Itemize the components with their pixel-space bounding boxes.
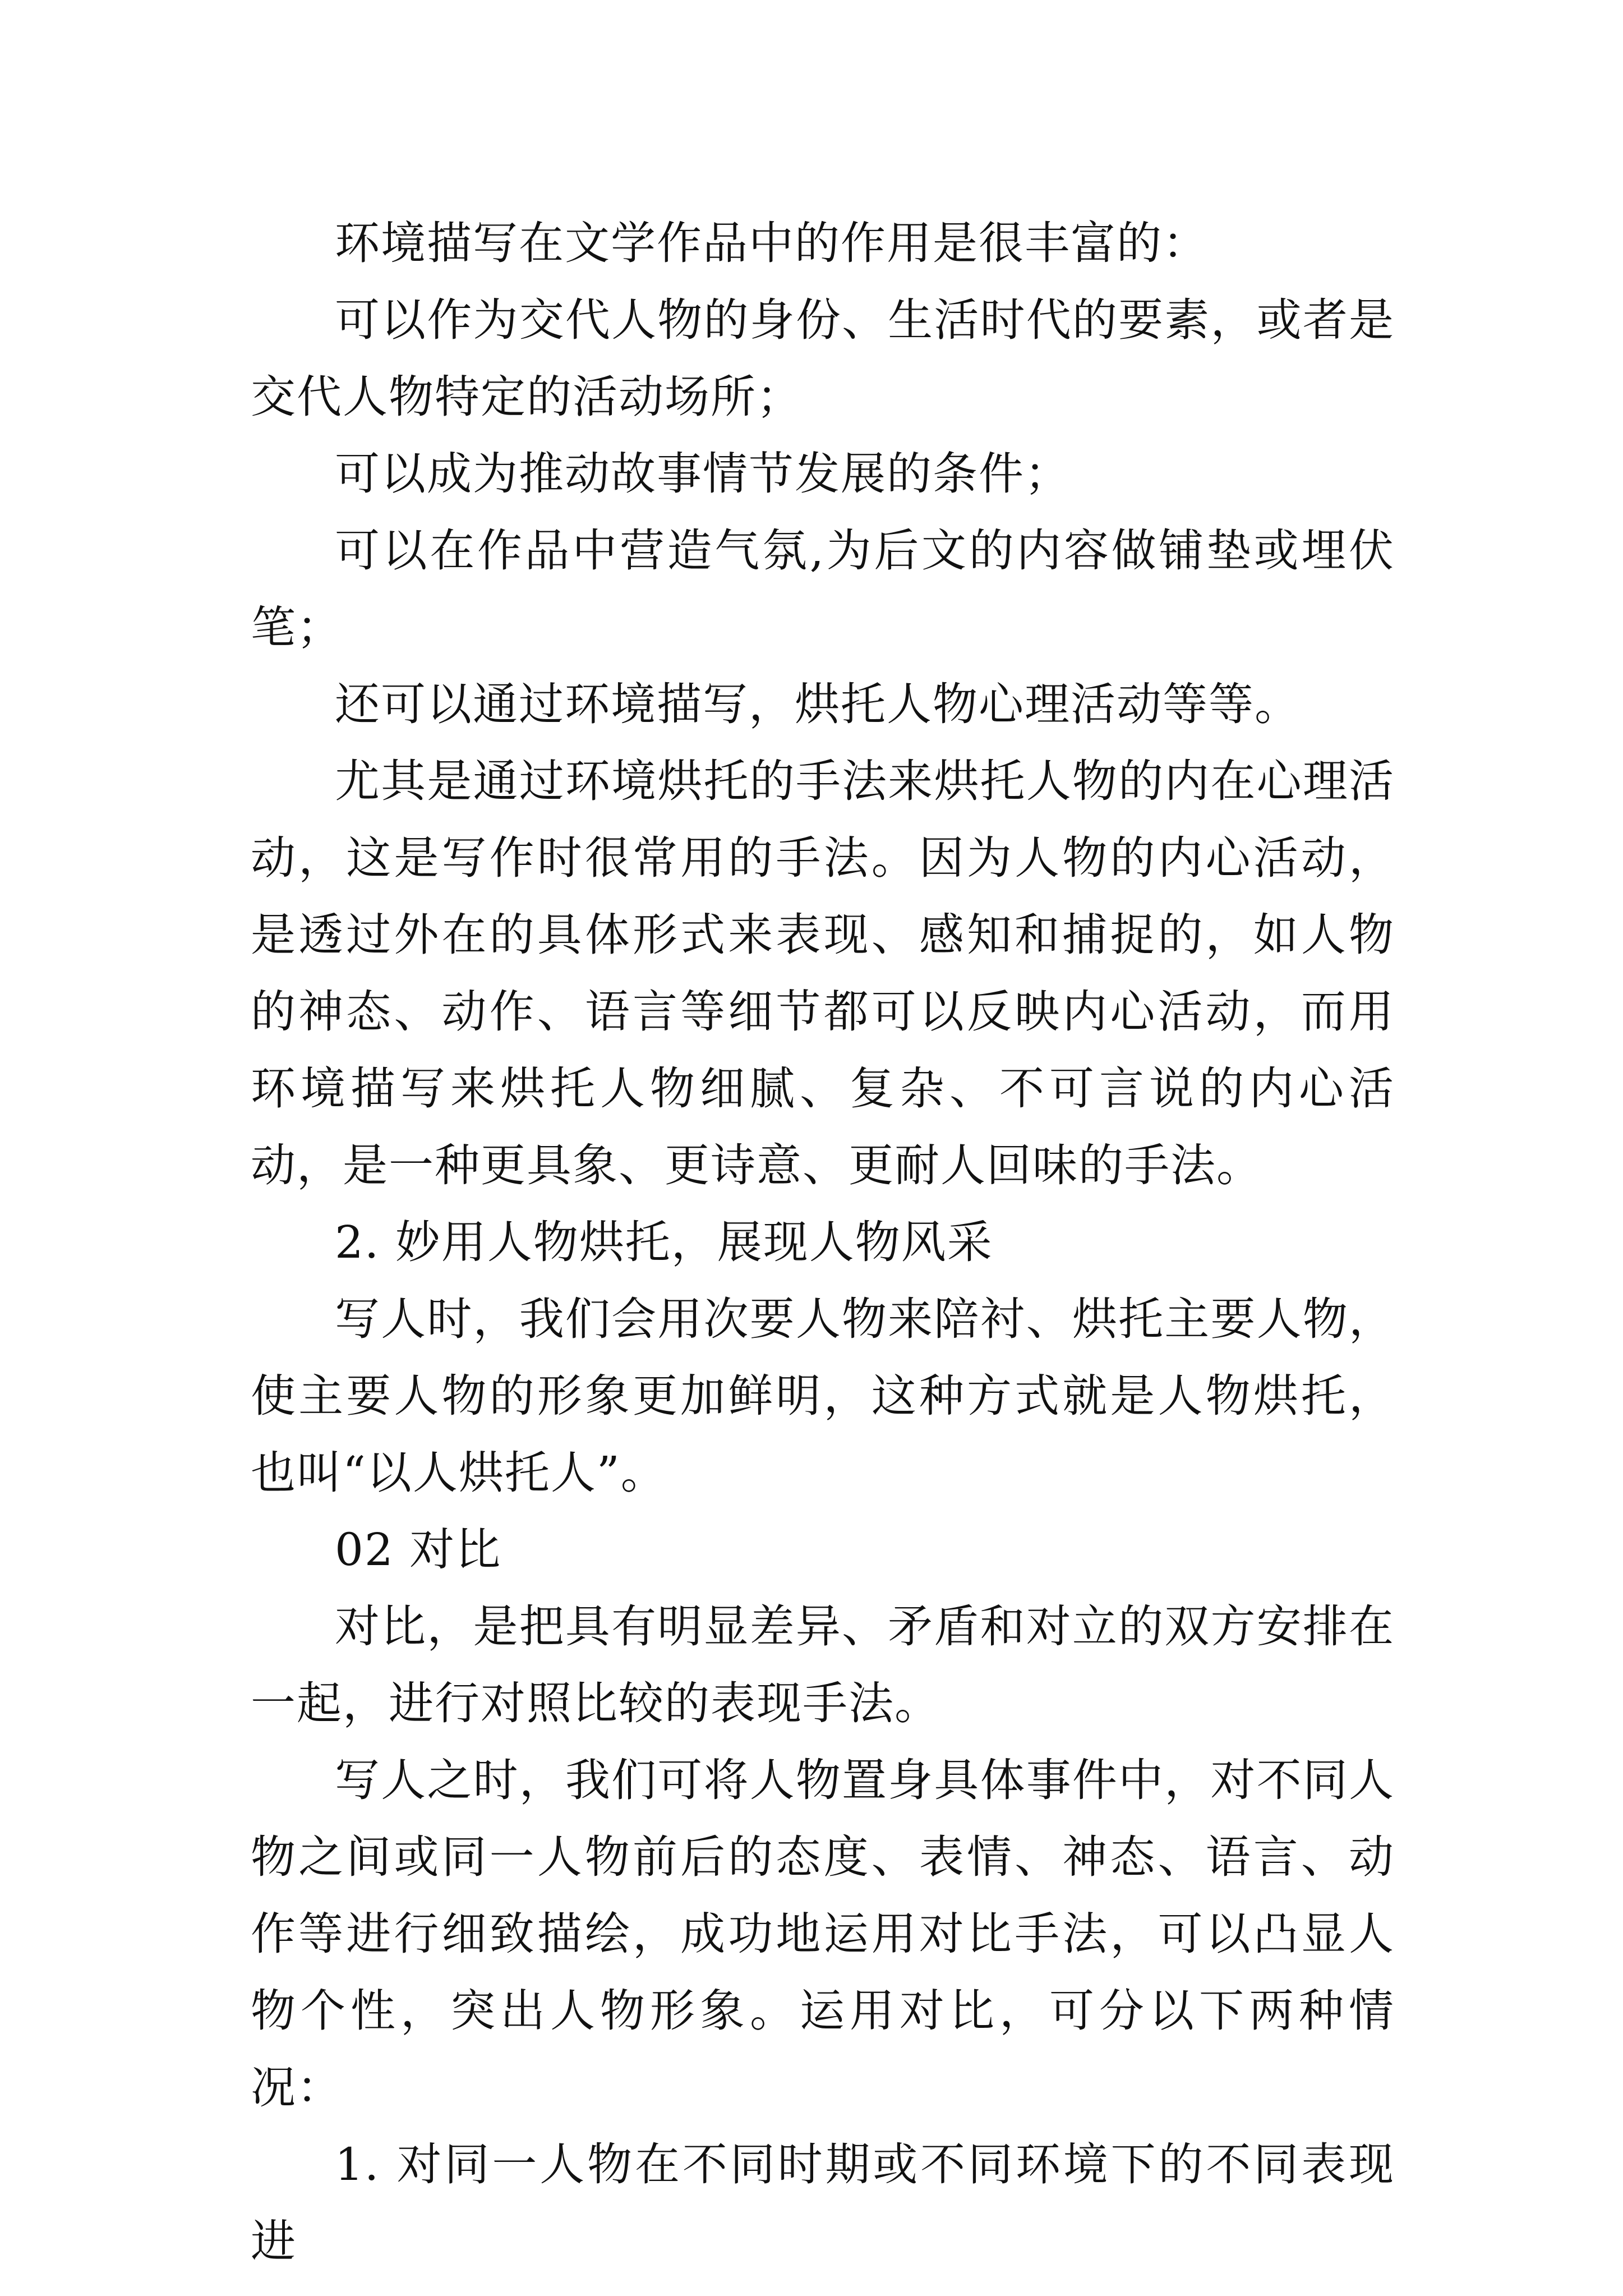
section-heading-02: 02 对比 <box>335 1524 502 1576</box>
paragraph-6: 尤其是通过环境烘托的手法来烘托人物的内在心理活动，这是写作时很常用的手法。因为人物的内心活动，是透过外在的具体形式来表现、感知和捕捉的，如人物的神态、动作、语言等细节都可以反映内心活动，而用环境描写来烘托人物细腻、复杂、不可言说的内心活动，是一种更具象、更诗意、更耐人回味的手法。 <box>251 755 1395 1191</box>
paragraph-7: 写人时，我们会用次要人物来陪衬、烘托主要人物，使主要人物的形象更加鲜明，这种方式就是人物烘托，也叫“以人烘托人”。 <box>251 1293 1395 1499</box>
paragraph-4: 可以在作品中营造气氛,为后文的内容做铺垫或埋伏笔； <box>251 524 1395 654</box>
section-heading-2: 2. 妙用人物烘托，展现人物风采 <box>335 1216 993 1268</box>
list-item-1: 1. 对同一人物在不同时期或不同环境下的不同表现进 <box>251 2138 1395 2267</box>
paragraph-5: 还可以通过环境描写，烘托人物心理活动等等。 <box>335 678 1301 730</box>
paragraph-8: 对比，是把具有明显差异、矛盾和对立的双方安排在一起，进行对照比较的表现手法。 <box>251 1600 1395 1729</box>
body-text <box>251 205 1395 2280</box>
paragraph-1: 环境描写在文学作品中的作用是很丰富的： <box>335 217 1209 269</box>
paragraph-2: 可以作为交代人物的身份、生活时代的要素，或者是交代人物特定的活动场所； <box>251 294 1395 423</box>
paragraph-9: 写人之时，我们可将人物置身具体事件中，对不同人物之间或同一人物前后的态度、表情、神态、语言、动作等进行细致描绘，成功地运用对比手法，可以凸显人物个性，突出人物形象。运用对比，可分以下两种情况： <box>251 1754 1395 2114</box>
paragraph-3: 可以成为推动故事情节发展的条件； <box>335 448 1071 500</box>
